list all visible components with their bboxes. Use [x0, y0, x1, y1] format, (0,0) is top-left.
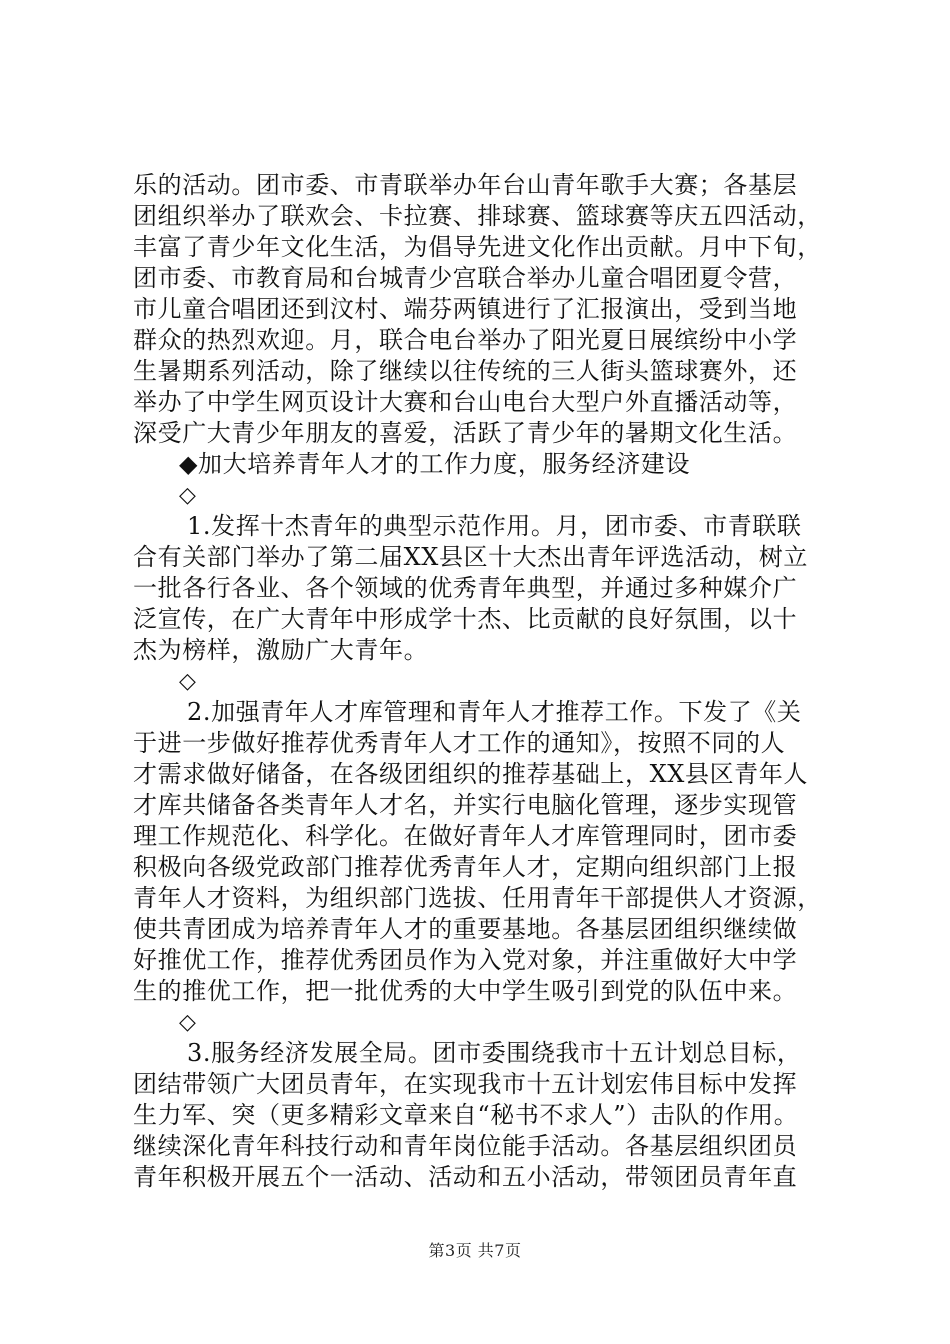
page-number-footer: 第3页 共7页: [428, 1241, 522, 1260]
text-line: 于进一步做好推荐优秀青年人才工作的通知》，按照不同的人: [133, 729, 786, 757]
text-line: 团市委、市教育局和台城青少宫联合举办儿童合唱团夏令营，: [133, 264, 798, 292]
text-line: 才库共储备各类青年人才名，并实行电脑化管理，逐步实现管: [133, 791, 798, 819]
diamond-marker: ◇: [179, 483, 197, 508]
paragraph-start: 3.服务经济发展全局。团市委围绕我市十五计划总目标，: [187, 1039, 802, 1067]
document-body: [133, 170, 833, 1193]
text-line: 深受广大青少年朋友的喜爱，活跃了青少年的暑期文化生活。: [133, 419, 798, 447]
text-line: 市儿童合唱团还到汶村、端芬两镇进行了汇报演出，受到当地: [133, 295, 798, 323]
text-line: 好推优工作，推荐优秀团员作为入党对象，并注重做好大中学: [133, 946, 798, 974]
paragraph-start: 2.加强青年人才库管理和青年人才推荐工作。下发了《关: [187, 698, 802, 726]
text-line: 杰为榜样，激励广大青年。: [133, 636, 429, 664]
diamond-marker: ◇: [179, 1010, 197, 1035]
text-line: 生的推优工作，把一批优秀的大中学生吸引到党的队伍中来。: [133, 977, 798, 1005]
text-line: 泛宣传，在广大青年中形成学十杰、比贡献的良好氛围，以十: [133, 605, 798, 633]
text-line: 理工作规范化、科学化。在做好青年人才库管理同时，团市委: [133, 822, 798, 850]
section-heading: ◆加大培养青年人才的工作力度，服务经济建设: [179, 450, 691, 478]
text-line: 生力军、突（更多精彩文章来自“秘书不求人”）击队的作用。: [133, 1101, 799, 1129]
text-line: 举办了中学生网页设计大赛和台山电台大型户外直播活动等，: [133, 388, 798, 416]
text-line: 才需求做好储备，在各级团组织的推荐基础上，XX县区青年人: [133, 760, 808, 788]
text-line: 青年积极开展五个一活动、活动和五小活动，带领团员青年直: [133, 1163, 798, 1191]
text-line: 合有关部门举办了第二届XX县区十大杰出青年评选活动，树立: [133, 543, 808, 571]
text-line: 团组织举办了联欢会、卡拉赛、排球赛、篮球赛等庆五四活动，: [133, 202, 822, 230]
paragraph-start: 1.发挥十杰青年的典型示范作用。月，团市委、市青联联: [187, 512, 802, 540]
text-line: 继续深化青年科技行动和青年岗位能手活动。各基层组织团员: [133, 1132, 798, 1160]
text-line: 群众的热烈欢迎。月，联合电台举办了阳光夏日展缤纷中小学: [133, 326, 798, 354]
text-line: 积极向各级党政部门推荐优秀青年人才，定期向组织部门上报: [133, 853, 798, 881]
text-line: 使共青团成为培养青年人才的重要基地。各基层团组织继续做: [133, 915, 798, 943]
text-line: 团结带领广大团员青年，在实现我市十五计划宏伟目标中发挥: [133, 1070, 798, 1098]
text-line: 青年人才资料，为组织部门选拔、任用青年干部提供人才资源，: [133, 884, 822, 912]
text-line: 生暑期系列活动，除了继续以往传统的三人街头篮球赛外，还: [133, 357, 798, 385]
text-line: 一批各行各业、各个领域的优秀青年典型，并通过多种媒介广: [133, 574, 798, 602]
text-line: 乐的活动。团市委、市青联举办年台山青年歌手大赛；各基层: [133, 171, 798, 199]
text-line: 丰富了青少年文化生活，为倡导先进文化作出贡献。月中下旬，: [133, 233, 822, 261]
diamond-marker: ◇: [179, 669, 197, 694]
